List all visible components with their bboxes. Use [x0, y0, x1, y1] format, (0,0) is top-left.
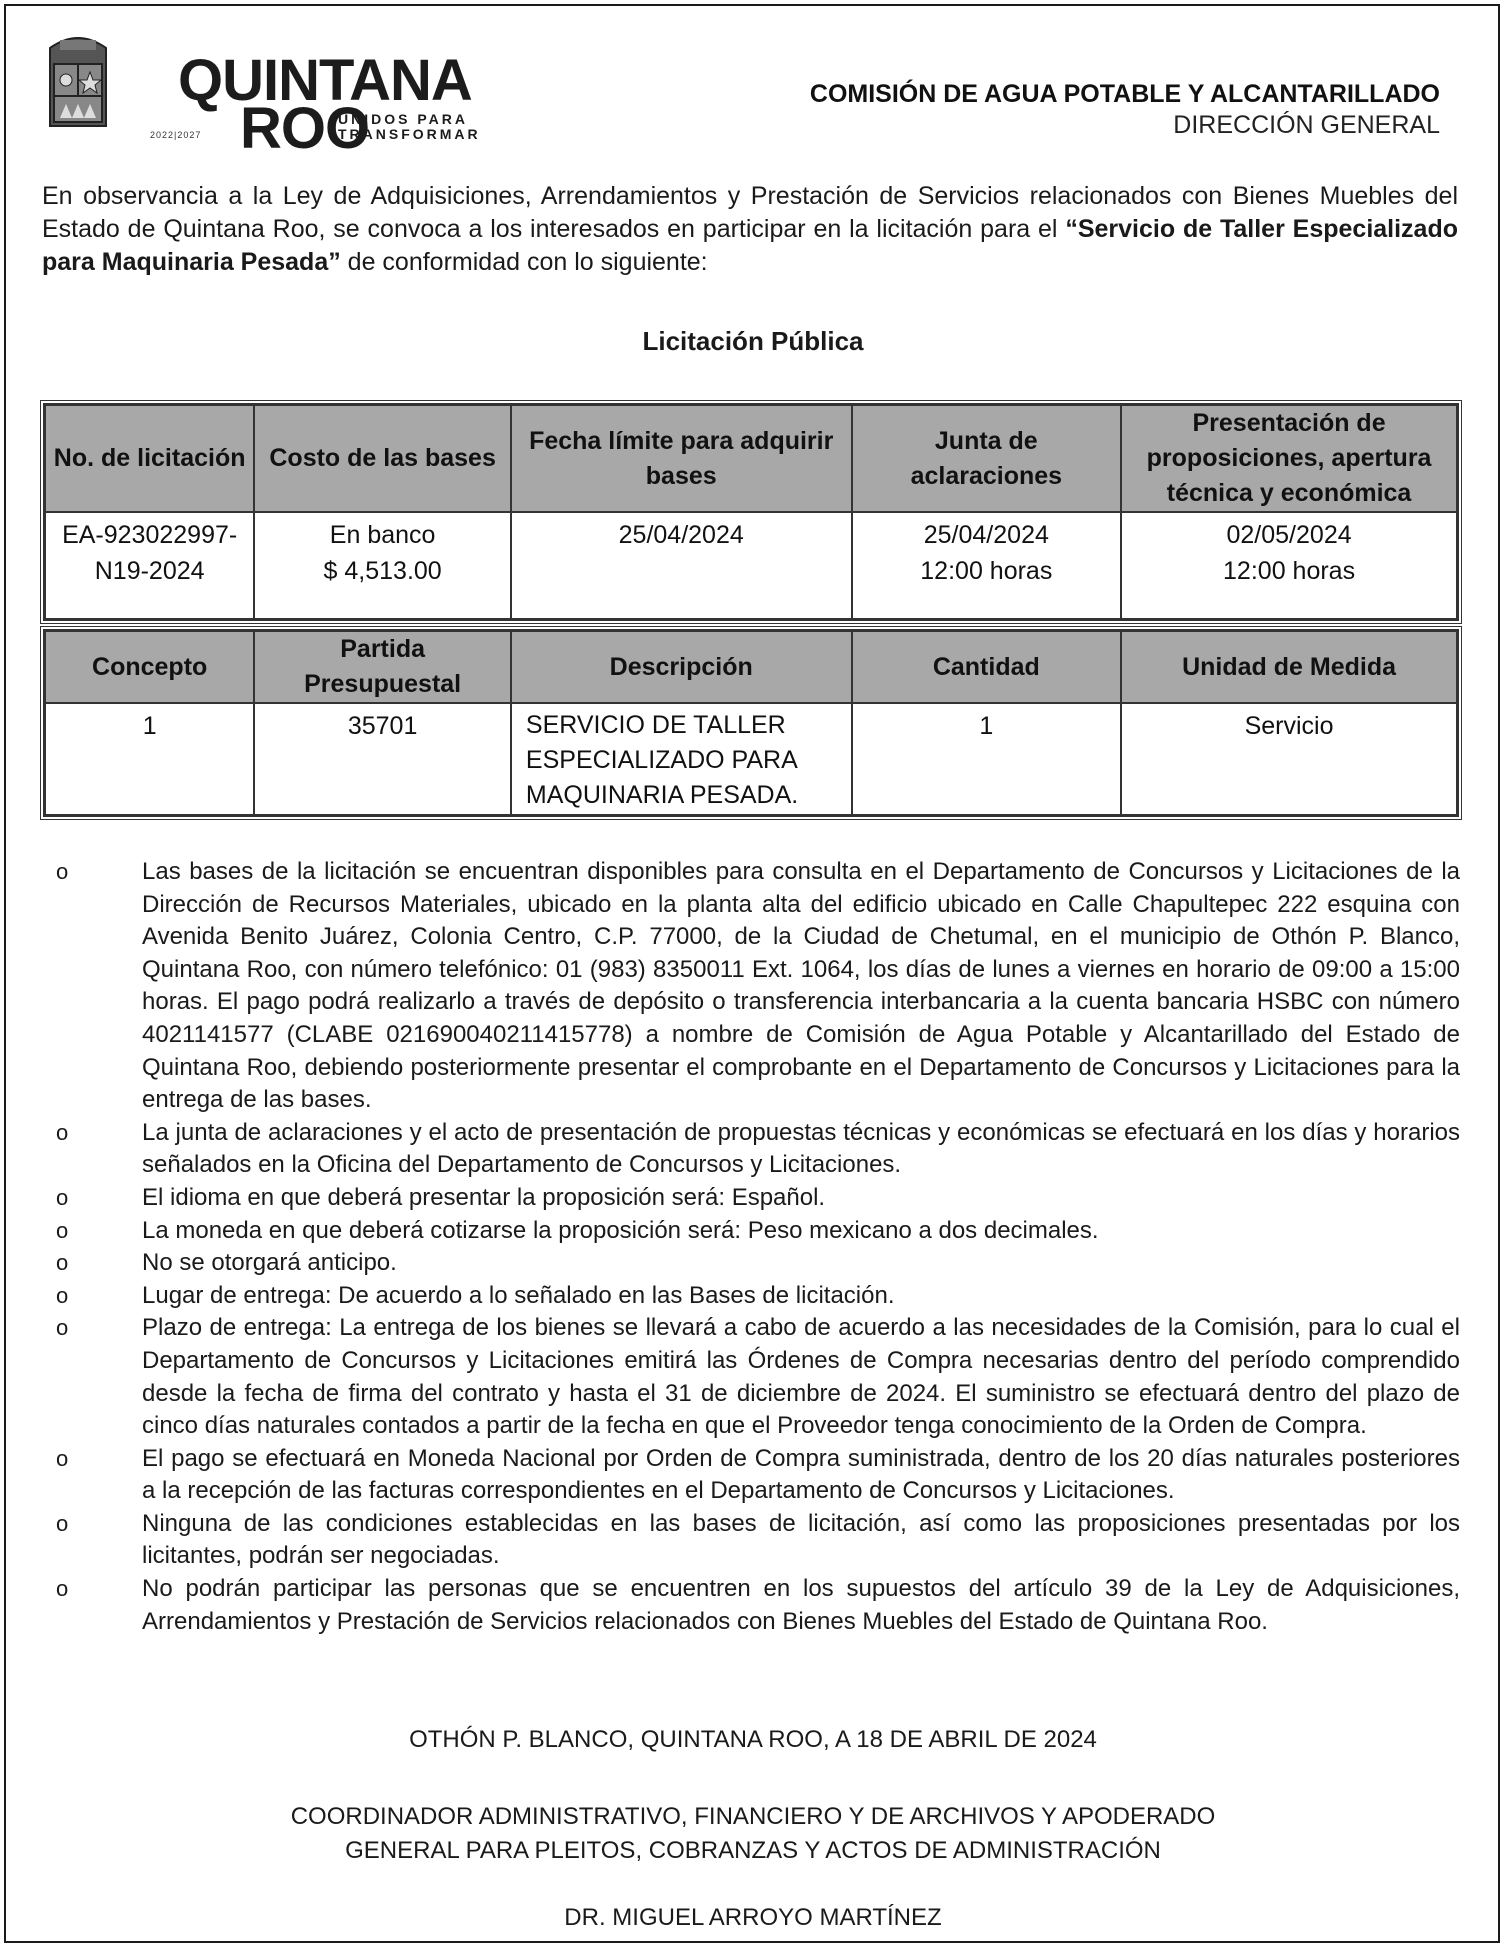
list-item-text: El idioma en que deberá presentar la proposición será: Español. [142, 1183, 826, 1211]
bullet-mark: o [56, 1315, 69, 1341]
bullet-mark: o [56, 1119, 69, 1145]
col-header-presentacion: Presentación de proposiciones, apertura técnica y económica [1121, 405, 1457, 512]
no-licitacion-line-1: EA-923022997- [62, 521, 238, 549]
conditions-list [56, 856, 1460, 1638]
section-title: Licitación Pública [642, 326, 864, 356]
logo-tagline-line-1: UNIDOS PARA [338, 111, 468, 127]
bullet-mark: o [56, 1445, 69, 1471]
list-item-text: Las bases de la licitación se encuentran disponibles para consulta en el Departamento de Concursos y Licitaciones de la Dirección de Recursos Materiales, ubicado en la planta alta del edificio ubicado en Calle Chapultepec 222 esquina con Avenida Benito Juárez, Colonia Centro, C.P. 77000, de la Ciudad de Chetumal, en el municipio de Othón P. Blanco, Quintana Roo, con número telefónico: 01 (983) 8350011 Ext. 1064, los días de lunes a viernes en horario de 09:00 a 15:00 horas. El pago podrá realizarlo a través de depósito o transferencia interbancaria a la cuenta bancaria HSBC con número 4021141577 (CLABE 021690040211415778) a nombre de Comisión de Agua Potable y Alcantarillado del Estado de Quintana Roo, debiendo posteriormente presentar el comprobante en el Departamento de Concursos y Licitaciones para la entrega de las bases. [142, 858, 1460, 1114]
costo-line-2: $ 4,513.00 [323, 557, 442, 585]
cell-partida: 35701 [254, 703, 511, 815]
cell-descripcion [511, 703, 852, 815]
col-header-concepto: Concepto [45, 631, 254, 703]
table-header-row [45, 405, 1457, 512]
logo-roo-text: ROO [240, 96, 370, 161]
list-item [56, 1247, 1460, 1280]
concept-table [40, 626, 1462, 820]
descripcion-line-3: MAQUINARIA PESADA. [525, 781, 799, 809]
signer-title-line-2: GENERAL PARA PLEITOS, COBRANZAS Y ACTOS DE ADMINISTRACIÓN [345, 1837, 1161, 1864]
list-item-text: Lugar de entrega: De acuerdo a lo señalado en las Bases de licitación. [142, 1281, 895, 1309]
signer-name: DR. MIGUEL ARROYO MARTÍNEZ [564, 1904, 942, 1931]
bullet-mark: o [56, 1217, 69, 1243]
intro-text-before: En observancia a la Ley de Adquisiciones, Arrendamientos y Prestación de Servicios relacionados con Bienes Muebles del Estado de Quintana Roo, se convoca a los interesados en participar en la licitación para el [42, 182, 1458, 243]
list-item [56, 1117, 1460, 1182]
organization-block [810, 80, 1440, 140]
list-item-text: Plazo de entrega: La entrega de los bienes se llevará a cabo de acuerdo a las necesidades de la Comisión, para lo cual el Departamento de Concursos y Licitaciones emitirá las Órdenes de Compra necesarias dentro del período comprendido desde la fecha de firma del contrato y hasta el 31 de diciembre de 2024. El suministro se efectuará dentro del plazo de cinco días naturales contados a partir de la fecha en que el Proveedor tenga conocimiento de la Orden de Compra. [142, 1314, 1460, 1440]
cell-cantidad: 1 [852, 703, 1122, 815]
junta-hora: 12:00 horas [920, 557, 1053, 585]
list-item [56, 1312, 1460, 1442]
col-header-junta-aclaraciones: Junta de aclaraciones [852, 405, 1122, 512]
organization-department: DIRECCIÓN GENERAL [1173, 111, 1440, 139]
signer-title [0, 1800, 1506, 1868]
cell-concepto: 1 [45, 703, 254, 815]
list-item [56, 1508, 1460, 1573]
list-item-text: La moneda en que deberá cotizarse la proposición será: Peso mexicano a dos decimales. [142, 1216, 1099, 1244]
col-header-costo-bases: Costo de las bases [254, 405, 511, 512]
col-header-fecha-limite: Fecha límite para adquirir bases [511, 405, 852, 512]
list-item-text: El pago se efectuará en Moneda Nacional por Orden de Compra suministrada, dentro de los 20 días naturales posteriores a la recepción de las facturas correspondientes en el Departamento de Concursos y Licitaciones. [142, 1444, 1460, 1505]
logo-quintana-text: QUINTANA [178, 48, 472, 113]
list-item [56, 1182, 1460, 1215]
list-item [56, 1443, 1460, 1508]
table-row [45, 703, 1457, 815]
descripcion-line-2: ESPECIALIZADO PARA [525, 746, 798, 774]
organization-name: COMISIÓN DE AGUA POTABLE Y ALCANTARILLADO [809, 80, 1440, 108]
intro-service-name: “Servicio de Taller Especializado para Maquinaria Pesada” [42, 215, 1459, 276]
presentacion-fecha: 02/05/2024 [1226, 521, 1352, 549]
bullet-mark: o [56, 1576, 69, 1602]
junta-fecha: 25/04/2024 [923, 521, 1049, 549]
col-header-no-licitacion: No. de licitación [45, 405, 254, 512]
presentacion-hora: 12:00 horas [1223, 557, 1356, 585]
cell-no-licitacion [45, 512, 254, 619]
col-header-descripcion: Descripción [511, 631, 852, 703]
list-item-text: No podrán participar las personas que se encuentren en los supuestos del artículo 39 de la Ley de Adquisiciones, Arrendamientos y Prestación de Servicios relacionados con Bienes Muebles del Estado de Quintana Roo. [142, 1575, 1460, 1635]
bullet-mark: o [56, 1250, 69, 1276]
list-item [56, 1573, 1460, 1638]
cell-presentacion [1121, 512, 1457, 619]
logo-years: 2022|2027 [150, 130, 202, 140]
list-item-text: Ninguna de las condiciones establecidas en las bases de licitación, así como las proposiciones presentadas por los licitantes, podrán ser negociadas. [142, 1509, 1460, 1570]
logo-tagline-line-2: TRANSFORMAR [338, 126, 481, 142]
list-item [56, 856, 1460, 1117]
costo-line-1: En banco [329, 521, 436, 549]
signer-title-line-1: COORDINADOR ADMINISTRATIVO, FINANCIERO Y DE ARCHIVOS Y APODERADO [290, 1803, 1216, 1830]
no-licitacion-line-2: N19-2024 [94, 557, 205, 585]
list-item [56, 1280, 1460, 1313]
intro-paragraph [42, 180, 1458, 279]
quintana-roo-logo [140, 28, 540, 161]
list-item-text: No se otorgará anticipo. [142, 1249, 397, 1277]
col-header-unidad: Unidad de Medida [1121, 631, 1457, 703]
table-row [45, 512, 1457, 619]
bullet-mark: o [56, 859, 69, 884]
col-header-partida: Partida Presupuestal [254, 631, 511, 703]
tender-schedule-table [40, 400, 1462, 624]
header [40, 26, 1440, 161]
place-and-date: OTHÓN P. BLANCO, QUINTANA ROO, A 18 DE ABRIL DE 2024 [409, 1726, 1097, 1753]
list-item-text: La junta de aclaraciones y el acto de presentación de propuestas técnicas y económicas se efectuará en los días y horarios señalados en la Oficina del Departamento de Concursos y Licitaciones. [142, 1118, 1460, 1179]
cell-costo [254, 512, 511, 619]
bullet-mark: o [56, 1510, 69, 1536]
bullet-mark: o [56, 1184, 69, 1210]
state-shield-icon [40, 34, 116, 134]
cell-unidad: Servicio [1121, 703, 1457, 815]
list-item [56, 1215, 1460, 1248]
intro-text-after: de conformidad con lo siguiente: [340, 248, 708, 276]
col-header-cantidad: Cantidad [852, 631, 1122, 703]
table-header-row [45, 631, 1457, 703]
cell-junta [852, 512, 1122, 619]
logo-tagline [338, 112, 498, 142]
descripcion-line-1: SERVICIO DE TALLER [525, 711, 786, 739]
cell-fecha-limite: 25/04/2024 [511, 512, 852, 619]
bullet-mark: o [56, 1282, 69, 1308]
